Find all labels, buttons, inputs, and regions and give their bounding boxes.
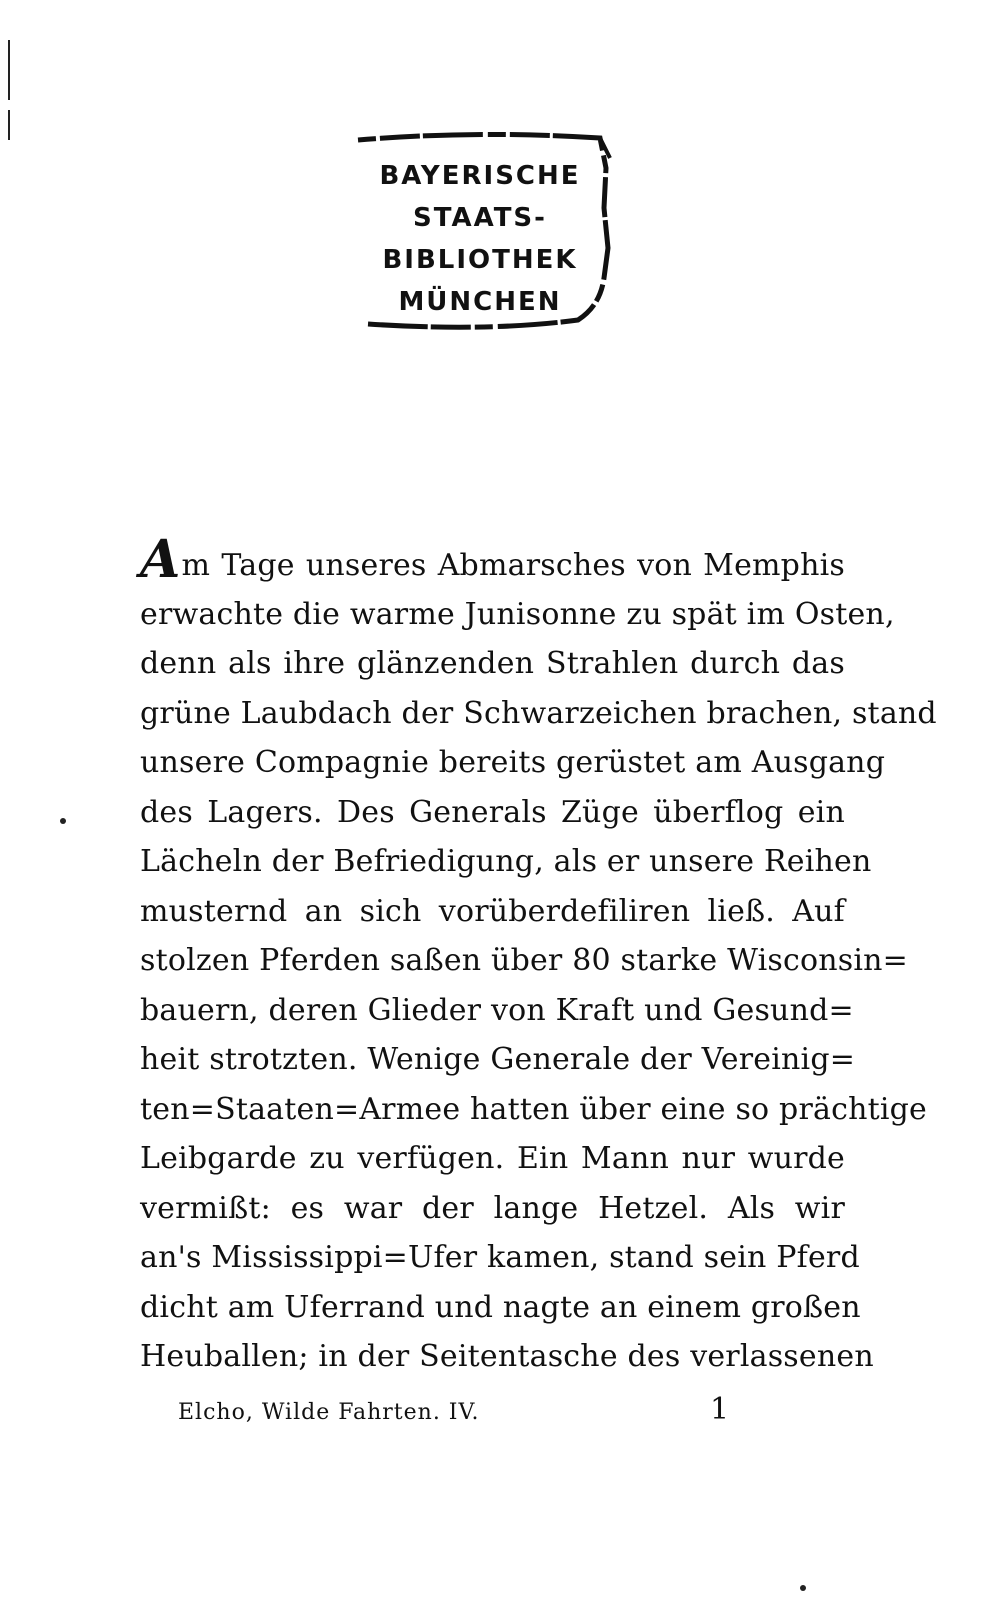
text-line bbox=[140, 529, 845, 590]
page-number: 1 bbox=[710, 1392, 730, 1427]
text-line: dicht am Uferrand und nagte an einem großen bbox=[140, 1289, 861, 1325]
text-line: Heuballen; in der Seitentasche des verlassenen bbox=[140, 1339, 874, 1374]
body-text bbox=[140, 529, 937, 1382]
text-line: heit strotzten. Wenige Generale der Vereinig= bbox=[140, 1042, 856, 1077]
text-line: vermißt: es war der lange Hetzel. Als wir bbox=[140, 1190, 845, 1226]
svg-text:BIBLIOTHEK: BIBLIOTHEK bbox=[382, 245, 578, 275]
text-line: unsere Compagnie bereits gerüstet am Ausgang bbox=[140, 745, 886, 780]
text-line: stolzen Pferden saßen über 80 starke Wisconsin= bbox=[140, 943, 908, 978]
text-line: musternd an sich vorüberdefiliren ließ. Auf bbox=[140, 893, 845, 929]
svg-text:BAYERISCHE: BAYERISCHE bbox=[379, 161, 581, 191]
scan-mark bbox=[8, 110, 10, 140]
text-line: bauern, deren Glieder von Kraft und Gesund= bbox=[140, 992, 854, 1028]
text-line: grüne Laubdach der Schwarzeichen brachen, stand bbox=[140, 695, 937, 731]
text-line: ten=Staaten=Armee hatten über eine so prächtige bbox=[140, 1091, 928, 1127]
text-line: denn als ihre glänzenden Strahlen durch das bbox=[140, 646, 845, 681]
signature-line: Elcho, Wilde Fahrten. IV. bbox=[178, 1400, 480, 1425]
line-text: m Tage unseres Abmarsches von Memphis bbox=[181, 548, 845, 583]
text-line: Leibgarde zu verfügen. Ein Mann nur wurde bbox=[140, 1141, 845, 1176]
text-line: des Lagers. Des Generals Züge überflog ein bbox=[140, 794, 845, 830]
svg-text:STAATS-: STAATS- bbox=[413, 203, 547, 233]
scan-mark bbox=[60, 818, 66, 824]
scan-mark bbox=[800, 1585, 806, 1591]
drop-cap: A bbox=[140, 529, 181, 590]
text-line: erwachte die warme Junisonne zu spät im Osten, bbox=[140, 596, 895, 632]
text-line: an's Mississippi=Ufer kamen, stand sein Pferd bbox=[140, 1240, 860, 1275]
text-line: Lächeln der Befriedigung, als er unsere Reihen bbox=[140, 844, 872, 879]
svg-text:MÜNCHEN: MÜNCHEN bbox=[398, 287, 562, 317]
stamp-graphic bbox=[338, 128, 628, 338]
library-stamp bbox=[338, 128, 628, 338]
scan-mark bbox=[8, 40, 10, 100]
